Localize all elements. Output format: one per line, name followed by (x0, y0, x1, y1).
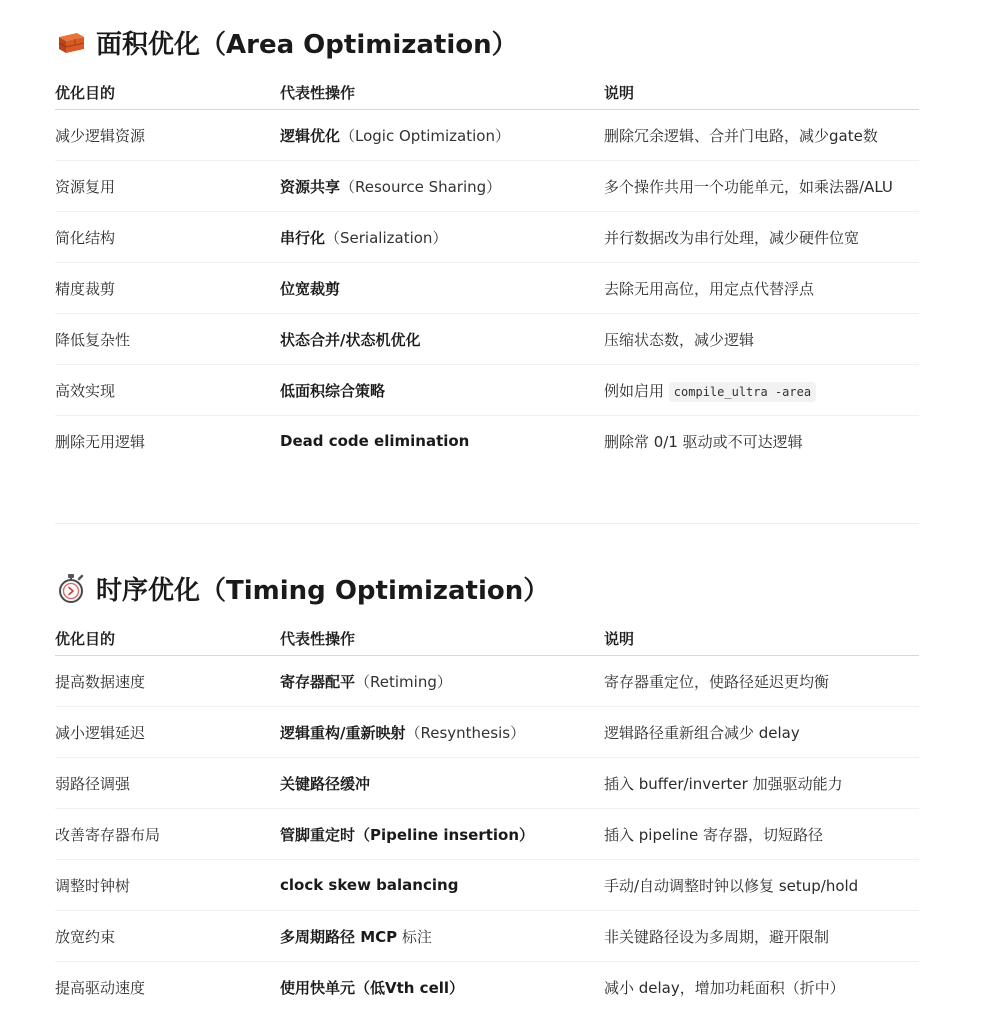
brick-icon (55, 26, 87, 58)
description-cell (604, 656, 919, 707)
operation-note: （Resynthesis） (405, 723, 526, 742)
timing-heading (55, 568, 919, 608)
operation-cell (280, 161, 604, 212)
goal-cell: 删除无用逻辑 (55, 432, 146, 451)
operation-cell (280, 656, 604, 707)
operation-note: （Resource Sharing） (340, 177, 502, 196)
goal-cell: 调整时钟树 (55, 860, 280, 911)
operation-name: 逻辑重构/重新映射 (280, 723, 406, 742)
table-row (55, 707, 919, 758)
description-cell (604, 212, 919, 263)
table-row (55, 365, 919, 416)
description-text: 非关键路径设为多周期，避开限制 (604, 927, 830, 946)
table-row (55, 212, 919, 263)
operation-cell (280, 416, 604, 467)
goal-cell: 弱路径调强 (55, 758, 280, 809)
description-text: 插入 pipeline 寄存器，切短路径 (604, 825, 824, 844)
operation-name: 串行化 (280, 228, 326, 247)
goal-cell: 减少逻辑资源 (55, 110, 280, 161)
operation-name: clock skew balancing (280, 876, 459, 894)
goal-cell: 降低复杂性 (55, 314, 280, 365)
area-title: 面积优化（Area Optimization） (96, 29, 518, 60)
operation-cell (280, 314, 604, 365)
column-header-description: 说明 (604, 622, 919, 656)
goal-cell: 精度裁剪 (55, 263, 280, 314)
operation-name: 逻辑优化 (280, 126, 341, 145)
description-text: 多个操作共用一个功能单元，如乘法器/ALU (604, 177, 893, 196)
description-text: 手动/自动调整时钟以修复 setup/hold (604, 876, 859, 895)
description-cell (604, 314, 919, 365)
area-optimization-section (55, 22, 919, 466)
description-cell (604, 161, 919, 212)
operation-cell (280, 809, 604, 860)
operation-cell (280, 962, 604, 1013)
description-cell (604, 809, 919, 860)
section-divider (55, 523, 919, 524)
table-row (55, 263, 919, 314)
goal-cell: 简化结构 (55, 212, 280, 263)
timing-table (55, 622, 919, 1012)
table-row (55, 809, 919, 860)
operation-name: 使用快单元（低Vth cell） (280, 978, 465, 997)
operation-note: （Retiming） (355, 672, 452, 691)
operation-cell (280, 110, 604, 161)
description-cell (604, 416, 919, 467)
table-row (55, 161, 919, 212)
description-text: 去除无用高位，用定点代替浮点 (604, 279, 815, 298)
operation-note: （Logic Optimization） (340, 126, 510, 145)
table-header-row (55, 76, 919, 110)
stopwatch-icon (55, 572, 87, 604)
description-text: 例如启用 (604, 381, 665, 400)
table-row (55, 911, 919, 962)
description-text: 删除常 0/1 驱动或不可达逻辑 (604, 432, 803, 451)
operation-name: 管脚重定时（Pipeline insertion） (280, 825, 535, 844)
operation-cell (280, 263, 604, 314)
operation-cell (280, 365, 604, 416)
table-row (55, 314, 919, 365)
operation-name: 多周期路径 MCP (280, 927, 398, 946)
table-row (55, 860, 919, 911)
operation-name: 低面积综合策略 (280, 381, 386, 400)
operation-name: 资源共享 (280, 177, 341, 196)
table-header-row (55, 622, 919, 656)
area-heading (55, 22, 919, 62)
description-text: 插入 buffer/inverter 加强驱动能力 (604, 774, 843, 793)
operation-cell (280, 212, 604, 263)
column-header-operation: 代表性操作 (280, 76, 604, 110)
timing-title: 时序优化（Timing Optimization） (96, 575, 550, 606)
operation-cell (280, 911, 604, 962)
table-row (55, 962, 919, 1013)
description-cell (604, 962, 919, 1013)
operation-name: 位宽裁剪 (280, 279, 341, 298)
column-header-goal: 优化目的 (55, 76, 280, 110)
table-row (55, 110, 919, 161)
operation-note: （Serialization） (325, 228, 448, 247)
description-text: 逻辑路径重新组合减少 delay (604, 723, 800, 742)
goal-cell: 提高驱动速度 (55, 978, 146, 997)
description-text: 减小 delay，增加功耗面积（折中） (604, 978, 845, 997)
description-cell (604, 365, 919, 416)
description-text: 压缩状态数，减少逻辑 (604, 330, 755, 349)
description-cell (604, 110, 919, 161)
description-text: 寄存器重定位，使路径延迟更均衡 (604, 672, 830, 691)
operation-cell (280, 758, 604, 809)
description-cell (604, 911, 919, 962)
description-cell (604, 860, 919, 911)
inline-code: compile_ultra -area (669, 382, 816, 402)
goal-cell: 改善寄存器布局 (55, 809, 280, 860)
table-row (55, 758, 919, 809)
description-cell (604, 707, 919, 758)
goal-cell: 放宽约束 (55, 911, 280, 962)
goal-cell: 高效实现 (55, 365, 280, 416)
column-header-operation: 代表性操作 (280, 622, 604, 656)
operation-cell (280, 707, 604, 758)
operation-note: 标注 (397, 927, 432, 946)
operation-name: 寄存器配平 (280, 672, 356, 691)
timing-optimization-section (55, 568, 919, 1012)
table-row (55, 656, 919, 707)
goal-cell: 资源复用 (55, 161, 280, 212)
column-header-description: 说明 (604, 76, 919, 110)
area-table (55, 76, 919, 466)
operation-name: 状态合并/状态机优化 (280, 330, 421, 349)
column-header-goal: 优化目的 (55, 622, 280, 656)
operation-cell (280, 860, 604, 911)
operation-name: Dead code elimination (280, 432, 470, 450)
description-text: 并行数据改为串行处理，减少硬件位宽 (604, 228, 860, 247)
description-cell (604, 758, 919, 809)
table-row (55, 416, 919, 467)
description-text: 删除冗余逻辑、合并门电路，减少gate数 (604, 126, 878, 145)
description-cell (604, 263, 919, 314)
operation-name: 关键路径缓冲 (280, 774, 371, 793)
goal-cell: 减小逻辑延迟 (55, 707, 280, 758)
goal-cell: 提高数据速度 (55, 656, 280, 707)
